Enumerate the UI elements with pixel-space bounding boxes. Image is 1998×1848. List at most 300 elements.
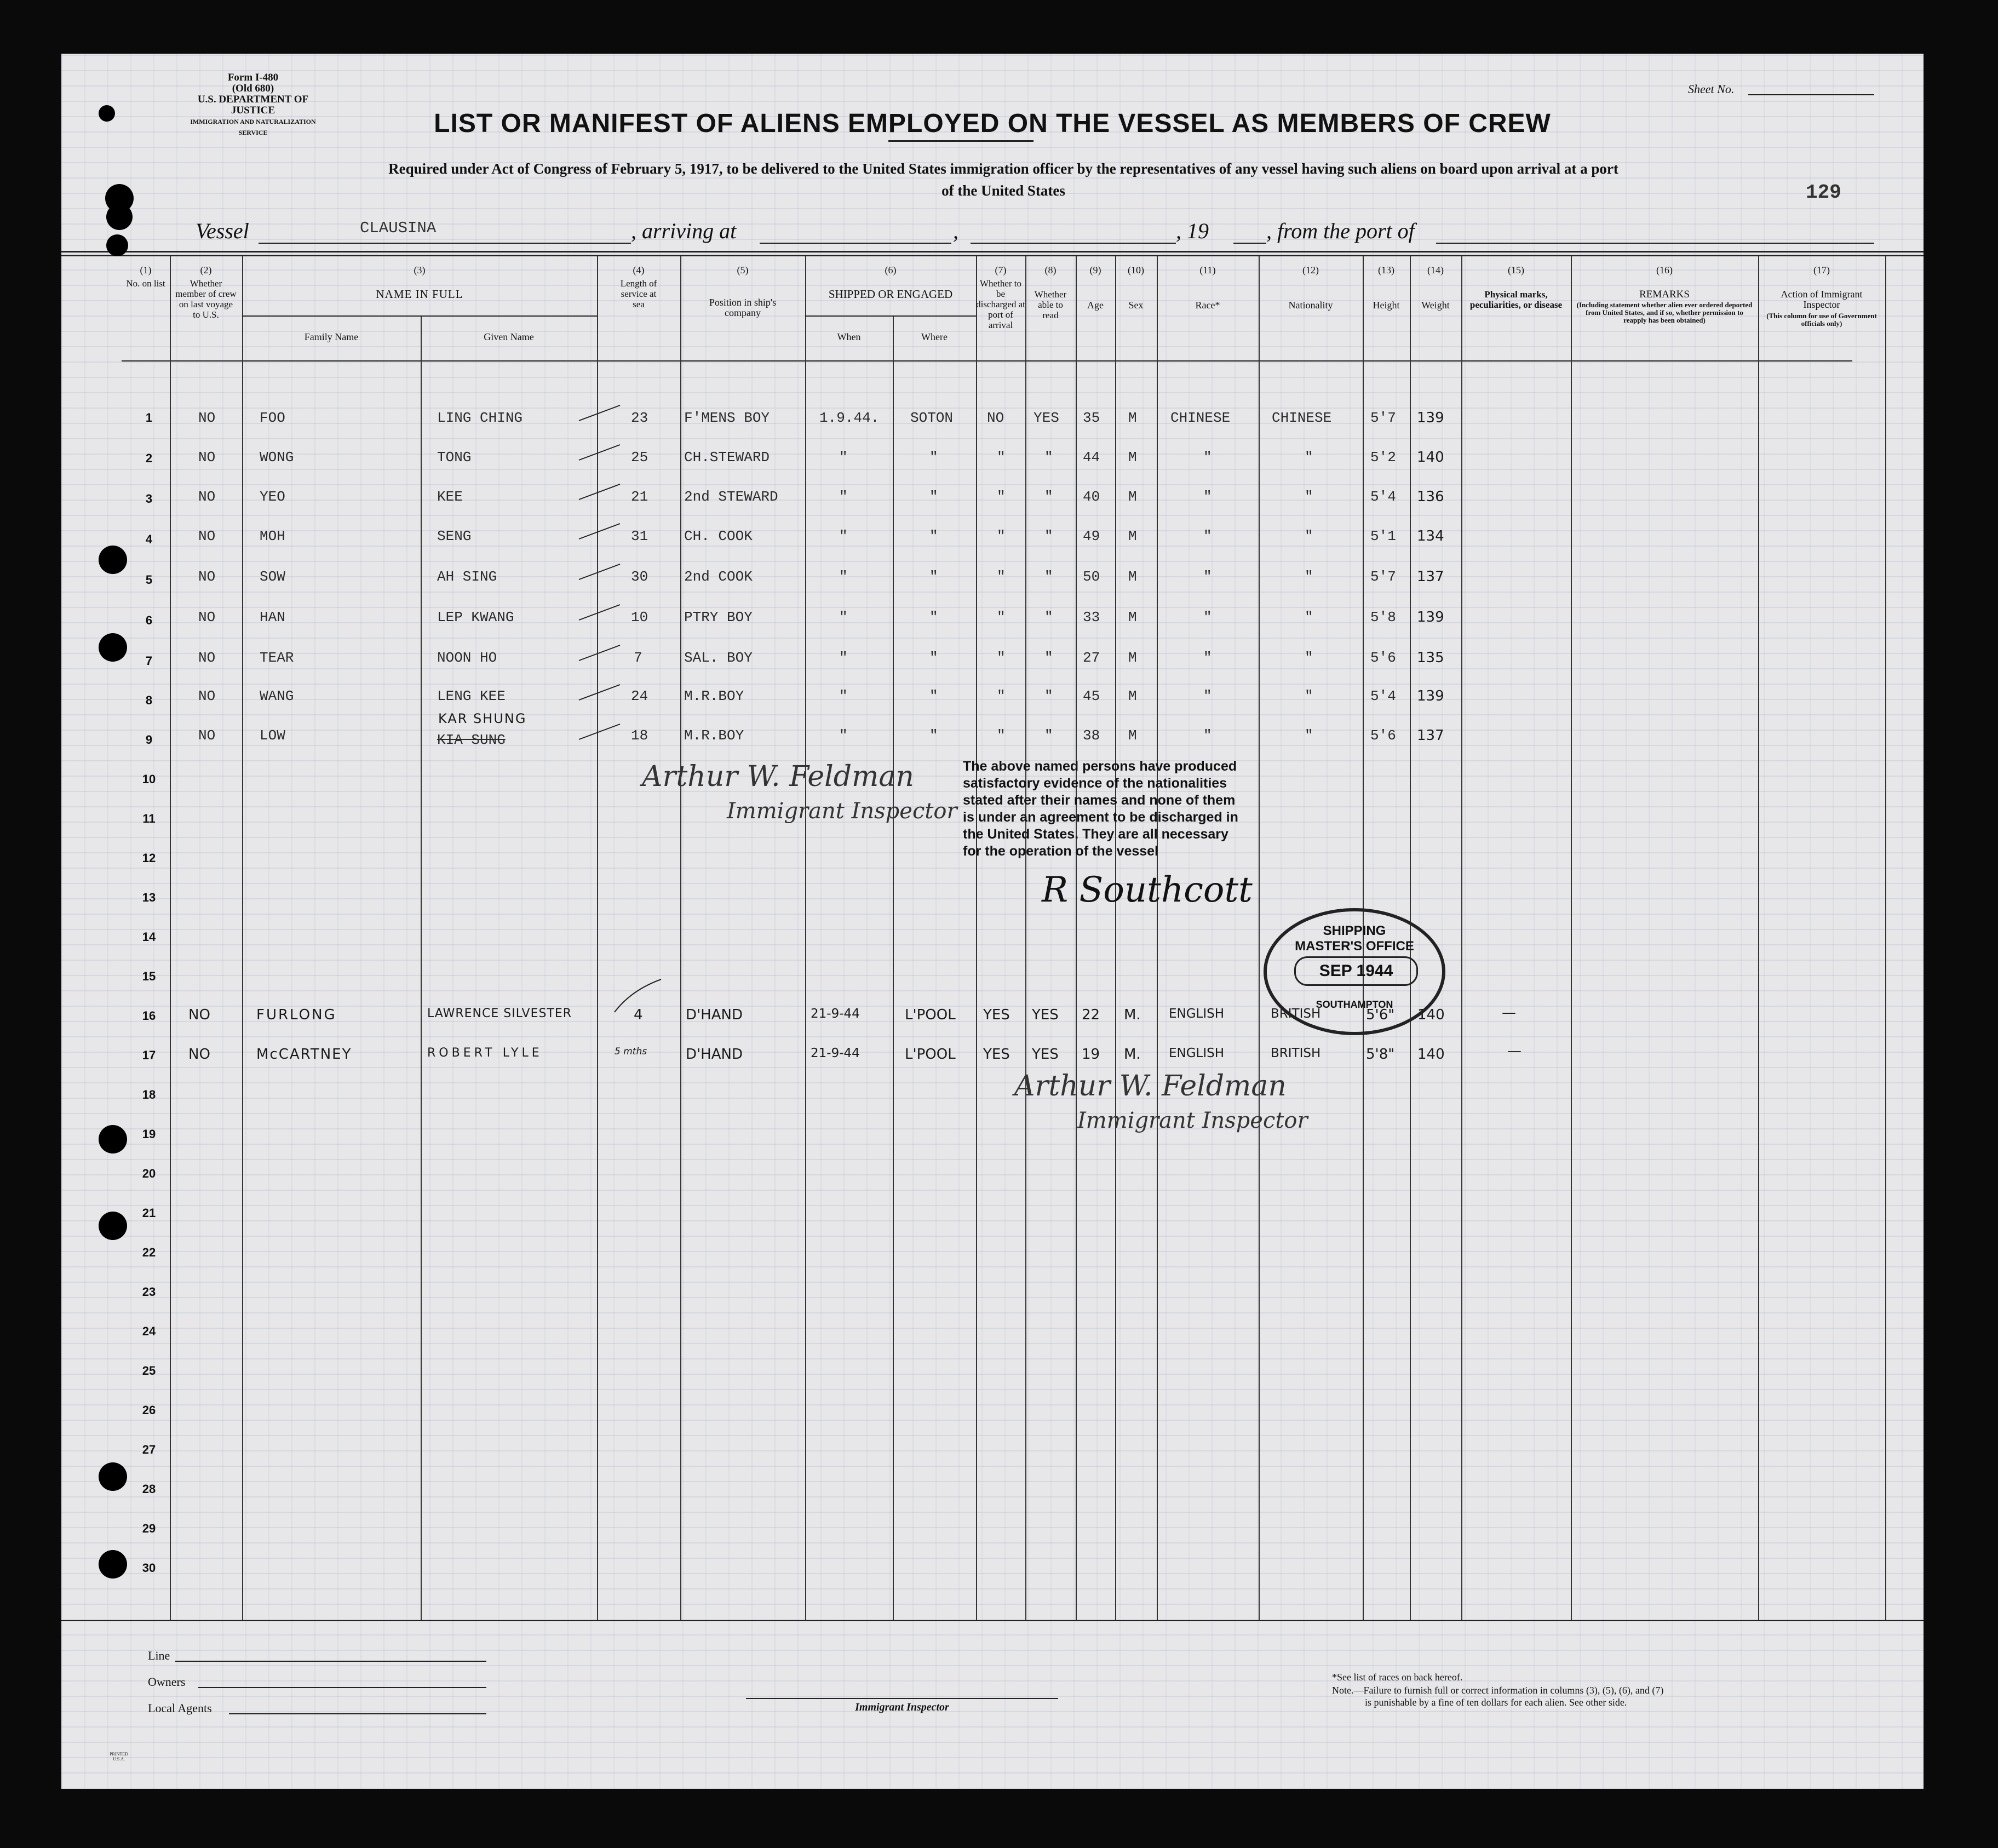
- shipped-when: ": [839, 688, 848, 704]
- shipped-where: ": [929, 449, 938, 466]
- col-rule: [893, 315, 894, 1620]
- when-header: When: [837, 331, 861, 342]
- col2-label: Whether member of crew on last voyage to U.S.: [175, 278, 237, 320]
- table-bottom-rule: [61, 1620, 1924, 1621]
- race: ": [1203, 727, 1212, 744]
- height: 5'6: [1370, 650, 1396, 666]
- crew-last-voyage: NO: [198, 688, 216, 704]
- age: 19: [1082, 1046, 1100, 1063]
- col9-label: Age: [1087, 300, 1104, 311]
- punch-hole: [99, 1462, 127, 1491]
- able-to-read: ": [1044, 688, 1053, 704]
- punch-hole: [99, 1212, 127, 1240]
- family-name: FURLONG: [256, 1007, 337, 1023]
- date-stamp-date: SEP 1944: [1294, 956, 1418, 986]
- family-name: WANG: [260, 688, 294, 704]
- punch-hole: [99, 546, 127, 574]
- nationality: CHINESE: [1272, 410, 1332, 426]
- given-name: LEP KWANG: [437, 609, 514, 625]
- row-number: 17: [142, 1048, 156, 1062]
- age: 49: [1083, 528, 1100, 544]
- family-name: SOW: [260, 569, 285, 585]
- nationality: ": [1305, 528, 1313, 544]
- row-number: 1: [145, 411, 153, 424]
- row-number: 4: [145, 532, 153, 546]
- family-name: WONG: [260, 449, 294, 466]
- requirement-line-2: of the United States: [941, 182, 1065, 199]
- col-rule: [170, 256, 171, 1620]
- inspector-signature-2: Arthur W. Feldman: [1014, 1070, 1287, 1103]
- row-number: 13: [142, 891, 156, 904]
- shipped-where: ": [929, 688, 938, 704]
- row-number: 16: [142, 1009, 156, 1023]
- service-length: 30: [631, 569, 648, 585]
- inspector-signature-line: [746, 1698, 1058, 1699]
- sex: M.: [1124, 1007, 1141, 1023]
- row-number: 18: [142, 1088, 156, 1101]
- family-name: HAN: [260, 609, 285, 625]
- inspector-title-handwritten: Immigrant Inspector: [727, 799, 957, 824]
- row-number: 5: [145, 573, 153, 587]
- certification-line: for the operation of the vessel: [963, 843, 1159, 859]
- col8-number: (8): [1044, 265, 1057, 276]
- weight: 137: [1417, 569, 1444, 585]
- height: 5'7: [1370, 410, 1396, 426]
- discharged: ": [997, 650, 1006, 666]
- given-name: AH SING: [437, 569, 497, 585]
- shipped-when: ": [839, 569, 848, 585]
- year-line: [1233, 243, 1266, 244]
- col-rule: [1115, 256, 1116, 1620]
- col-rule: [1157, 256, 1158, 1620]
- header-bottom-rule: [122, 360, 1852, 361]
- given-name: KIA SUNG: [437, 732, 506, 748]
- vessel-name: CLAUSINA: [360, 219, 437, 237]
- title-underline: [888, 140, 1034, 142]
- discharged: YES: [983, 1046, 1010, 1063]
- sex: M: [1128, 528, 1137, 544]
- service-length: 24: [631, 688, 648, 704]
- col12-number: (12): [1302, 265, 1319, 276]
- penalty-note-2: is punishable by a fine of ten dollars for each alien. See other side.: [1365, 1697, 1627, 1708]
- weight: 140: [1417, 1046, 1445, 1063]
- row-number: 22: [142, 1246, 156, 1259]
- service-length: 10: [631, 609, 648, 625]
- position: M.R.BOY: [684, 727, 744, 744]
- col6-label: SHIPPED OR ENGAGED: [828, 288, 953, 301]
- col7-label: Whether to be discharged at port of arrival: [976, 278, 1025, 330]
- department-name: U.S. DEPARTMENT OF JUSTICE: [197, 94, 309, 116]
- height: 5'6": [1366, 1007, 1395, 1023]
- form-number: Form I-480: [227, 72, 279, 83]
- height: 5'2: [1370, 449, 1396, 466]
- sex: M: [1128, 727, 1137, 744]
- service-length: 18: [631, 727, 648, 744]
- col5-number: (5): [737, 265, 749, 276]
- certification-line: satisfactory evidence of the nationalities: [963, 776, 1227, 791]
- shipped-subheader-rule: [805, 315, 976, 317]
- weight: 134: [1417, 528, 1444, 544]
- discharged: ": [997, 609, 1006, 625]
- race: ": [1203, 569, 1212, 585]
- weight: 140: [1417, 1007, 1445, 1023]
- nationality: ": [1305, 609, 1313, 625]
- discharged: ": [997, 449, 1006, 466]
- sheet-no-label: Sheet No.: [1688, 82, 1735, 96]
- given-name: KEE: [437, 489, 463, 505]
- punch-hole: [106, 204, 133, 230]
- position: D'HAND: [686, 1046, 743, 1063]
- certification-line: the United States. They are all necessary: [963, 827, 1228, 842]
- age: 38: [1083, 727, 1100, 744]
- punch-hole: [106, 234, 128, 256]
- row-number: 15: [142, 969, 156, 983]
- shipped-when: ": [839, 489, 848, 505]
- discharged: NO: [987, 410, 1004, 426]
- race: ": [1203, 688, 1212, 704]
- date-stamp-office: SHIPPING MASTER'S OFFICE: [1295, 923, 1414, 954]
- comma-separator: ,: [953, 219, 958, 243]
- col9-number: (9): [1089, 265, 1101, 276]
- date-line: [971, 243, 1176, 244]
- sheet-no-line: [1748, 94, 1874, 95]
- col14-label: Weight: [1421, 300, 1450, 311]
- able-to-read: ": [1044, 489, 1053, 505]
- discharged: ": [997, 688, 1006, 704]
- discharged: YES: [983, 1007, 1010, 1023]
- col5-label: Position in ship's company: [709, 297, 777, 318]
- col-rule: [680, 256, 681, 1620]
- from-port-label: , from the port of: [1266, 219, 1415, 243]
- nationality: ": [1305, 727, 1313, 744]
- nationality: BRITISH: [1271, 1007, 1321, 1021]
- sex: M: [1128, 449, 1137, 466]
- manifest-sheet: [61, 54, 1924, 1789]
- sex: M.: [1124, 1046, 1141, 1063]
- able-to-read: ": [1044, 609, 1053, 625]
- weight: 139: [1417, 688, 1444, 704]
- given-name: SENG: [437, 528, 472, 544]
- agents-label: Local Agents: [148, 1701, 212, 1715]
- able-to-read: ": [1044, 449, 1053, 466]
- sex: M: [1128, 609, 1137, 625]
- weight: 140: [1417, 449, 1444, 466]
- agents-field: [229, 1713, 486, 1714]
- height: 5'4: [1370, 688, 1396, 704]
- family-name: YEO: [260, 489, 285, 505]
- age: 22: [1082, 1007, 1100, 1023]
- shipped-where: ": [929, 609, 938, 625]
- position: CH.STEWARD: [684, 449, 770, 466]
- year-label: , 19: [1176, 219, 1209, 243]
- row-number: 12: [142, 851, 156, 865]
- shipped-when: ": [839, 609, 848, 625]
- weight: 139: [1417, 609, 1444, 625]
- age: 35: [1083, 410, 1100, 426]
- col16-sublabel: (Including statement whether alien ever ordered deported from United States, and if so, whether permission to reapply has been obtained): [1576, 301, 1753, 324]
- col10-number: (10): [1128, 265, 1144, 276]
- form-old-number: (Old 680): [232, 83, 274, 94]
- crew-last-voyage: NO: [188, 1046, 210, 1063]
- service-length: 21: [631, 489, 648, 505]
- row-number: 21: [142, 1206, 156, 1220]
- row-number: 23: [142, 1285, 156, 1299]
- race: CHINESE: [1170, 410, 1231, 426]
- col-rule: [805, 256, 806, 1620]
- shipped-where: ": [929, 528, 938, 544]
- able-to-read: ": [1044, 569, 1053, 585]
- crew-last-voyage: NO: [198, 727, 216, 744]
- shipped-when: 1.9.44.: [819, 410, 880, 426]
- sex: M: [1128, 410, 1137, 426]
- where-header: Where: [921, 331, 948, 342]
- weight: 136: [1417, 489, 1444, 505]
- nationality: ": [1305, 688, 1313, 704]
- col14-number: (14): [1427, 265, 1444, 276]
- col13-label: Height: [1373, 300, 1400, 311]
- col-rule: [1571, 256, 1572, 1620]
- race: ": [1203, 489, 1212, 505]
- col-rule: [421, 315, 422, 1620]
- row-number: 27: [142, 1443, 156, 1456]
- col3-label: NAME IN FULL: [376, 288, 463, 301]
- owners-label: Owners: [148, 1675, 186, 1689]
- row-number: 25: [142, 1364, 156, 1378]
- crew-last-voyage: NO: [198, 569, 216, 585]
- able-to-read: YES: [1034, 410, 1059, 426]
- arriving-line: [760, 243, 951, 244]
- age: 40: [1083, 489, 1100, 505]
- race: ENGLISH: [1169, 1046, 1225, 1060]
- col4-label: Length of service at sea: [620, 278, 657, 309]
- col-rule: [1076, 256, 1077, 1620]
- page-title: LIST OR MANIFEST OF ALIENS EMPLOYED ON THE VESSEL AS MEMBERS OF CREW: [434, 109, 1551, 138]
- given-name-header: Given Name: [484, 331, 534, 342]
- row-number: 7: [145, 654, 153, 668]
- position: D'HAND: [686, 1007, 743, 1023]
- family-name: TEAR: [260, 650, 294, 666]
- physical-marks: —: [1507, 1043, 1522, 1059]
- race: ": [1203, 449, 1212, 466]
- arriving-label: , arriving at: [631, 219, 737, 243]
- line-field: [175, 1661, 486, 1662]
- given-name: ROBERT LYLE: [427, 1046, 543, 1060]
- crew-last-voyage: NO: [198, 489, 216, 505]
- col-rule: [1885, 256, 1886, 1620]
- shipped-where: ": [929, 489, 938, 505]
- row-number: 8: [145, 693, 153, 707]
- col-rule: [1259, 256, 1260, 1620]
- service-tick-marks: [576, 399, 642, 760]
- col-rule: [242, 256, 243, 1620]
- punch-hole: [99, 1550, 127, 1579]
- row-number: 28: [142, 1482, 156, 1496]
- family-name: FOO: [260, 410, 285, 426]
- given-name: TONG: [437, 449, 472, 466]
- discharged: ": [997, 569, 1006, 585]
- shipped-when: 21-9-44: [811, 1046, 860, 1060]
- col-rule: [976, 256, 977, 1620]
- position: 2nd COOK: [684, 569, 753, 585]
- nationality: BRITISH: [1271, 1046, 1321, 1060]
- col15-label: Physical marks, peculiarities, or disease: [1469, 289, 1563, 310]
- row-number: 30: [142, 1561, 156, 1575]
- master-signature: R Southcott: [1042, 870, 1253, 910]
- requirement-text: [182, 158, 1825, 202]
- table-top-rule-2: [61, 255, 1924, 256]
- service-length: 25: [631, 449, 648, 466]
- row-number: 11: [142, 812, 156, 825]
- col4-number: (4): [633, 265, 645, 276]
- able-to-read: ": [1044, 727, 1053, 744]
- race: ": [1203, 650, 1212, 666]
- shipped-where: L'POOL: [905, 1007, 956, 1023]
- family-name: MOH: [260, 528, 285, 544]
- position: SAL. BOY: [684, 650, 753, 666]
- col17-sublabel: (This column for use of Government officials only): [1766, 312, 1877, 328]
- height: 5'7: [1370, 569, 1396, 585]
- from-port-line: [1436, 243, 1874, 244]
- col12-label: Nationality: [1288, 300, 1333, 311]
- row-number: 20: [142, 1167, 156, 1180]
- col1-label: No. on list: [126, 278, 165, 289]
- service-tick-mark-16: [609, 974, 669, 1023]
- date-stamp: [1264, 908, 1445, 1035]
- height: 5'8: [1370, 609, 1396, 625]
- col16-label: REMARKS: [1639, 289, 1690, 300]
- nationality: ": [1305, 569, 1313, 585]
- family-name: LOW: [260, 727, 285, 744]
- given-name: LENG KEE: [437, 688, 506, 704]
- shipped-when: 21-9-44: [811, 1007, 860, 1021]
- table-top-rule: [61, 251, 1924, 252]
- race: ": [1203, 528, 1212, 544]
- nationality: ": [1305, 650, 1313, 666]
- col-rule: [1758, 256, 1759, 1620]
- given-name-correction: KAR SHUNG: [438, 711, 527, 726]
- given-name: LAWRENCE SILVESTER: [427, 1007, 572, 1020]
- col8-label: Whether able to read: [1034, 289, 1067, 320]
- nationality: ": [1305, 489, 1313, 505]
- row-number: 3: [145, 492, 153, 506]
- row-number: 2: [145, 451, 153, 465]
- shipped-where: L'POOL: [905, 1046, 956, 1063]
- crew-last-voyage: NO: [198, 650, 216, 666]
- col10-label: Sex: [1128, 300, 1144, 311]
- given-name: LING CHING: [437, 410, 523, 426]
- col-rule: [1025, 256, 1026, 1620]
- age: 27: [1083, 650, 1100, 666]
- inspector-signature: Arthur W. Feldman: [642, 760, 914, 793]
- certification-stamp: [963, 758, 1390, 860]
- service-length: 7: [634, 650, 642, 666]
- physical-marks: —: [1502, 1005, 1516, 1021]
- age: 45: [1083, 688, 1100, 704]
- sex: M: [1128, 489, 1137, 505]
- race: ": [1203, 609, 1212, 625]
- able-to-read: ": [1044, 528, 1053, 544]
- requirement-line-1: Required under Act of Congress of February 5, 1917, to be delivered to the United States immigration officer by the representatives of any vessel having such aliens on board upon arrival at a port: [388, 160, 1618, 177]
- penalty-note-1: Note.—Failure to furnish full or correct information in columns (3), (5), (6), and (7): [1332, 1685, 1664, 1696]
- height: 5'6: [1370, 727, 1396, 744]
- age: 50: [1083, 569, 1100, 585]
- row-number: 10: [142, 772, 156, 786]
- immigrant-inspector-label: Immigrant Inspector: [855, 1701, 949, 1713]
- sex: M: [1128, 688, 1137, 704]
- shipped-where: ": [929, 727, 938, 744]
- col15-number: (15): [1508, 265, 1524, 276]
- col17-label: Action of Immigrant Inspector: [1781, 289, 1863, 310]
- given-name: NOON HO: [437, 650, 497, 666]
- nationality: ": [1305, 449, 1313, 466]
- row-number: 24: [142, 1324, 156, 1338]
- vessel-label: Vessel: [196, 219, 249, 243]
- shipped-when: ": [839, 727, 848, 744]
- printer-mark: PRINTED U.S.A.: [110, 1752, 128, 1761]
- col6-number: (6): [885, 265, 897, 276]
- age: 33: [1083, 609, 1100, 625]
- row-number: 29: [142, 1522, 156, 1535]
- sex: M: [1128, 650, 1137, 666]
- weight: 137: [1417, 727, 1444, 744]
- races-note: *See list of races on back hereof.: [1332, 1672, 1463, 1683]
- position: 2nd STEWARD: [684, 489, 778, 505]
- page-number: 129: [1806, 181, 1841, 204]
- vessel-line: [259, 243, 631, 244]
- row-number: 19: [142, 1127, 156, 1141]
- row-number: 14: [142, 930, 156, 944]
- crew-last-voyage: NO: [198, 609, 216, 625]
- weight: 139: [1417, 410, 1444, 426]
- family-name-header: Family Name: [304, 331, 359, 342]
- shipped-where: ": [929, 650, 938, 666]
- crew-last-voyage: NO: [198, 449, 216, 466]
- height: 5'4: [1370, 489, 1396, 505]
- row-number: 26: [142, 1403, 156, 1417]
- position: PTRY BOY: [684, 609, 753, 625]
- discharged: ": [997, 489, 1006, 505]
- height: 5'8": [1366, 1046, 1395, 1063]
- service-name: IMMIGRATION AND NATURALIZATION SERVICE: [190, 118, 316, 136]
- crew-last-voyage: NO: [188, 1007, 210, 1023]
- weight: 135: [1417, 650, 1444, 666]
- col17-number: (17): [1813, 265, 1830, 276]
- position: F'MENS BOY: [684, 410, 770, 426]
- col3-number: (3): [414, 265, 426, 276]
- discharged: ": [997, 727, 1006, 744]
- punch-hole: [99, 105, 115, 122]
- col2-number: (2): [200, 265, 212, 276]
- shipped-where: ": [929, 569, 938, 585]
- race: ENGLISH: [1169, 1007, 1225, 1021]
- punch-hole: [99, 633, 127, 662]
- punch-hole: [99, 1125, 127, 1153]
- position: M.R.BOY: [684, 688, 744, 704]
- service-length: 5 mths: [615, 1046, 647, 1057]
- col7-number: (7): [995, 265, 1007, 276]
- col16-number: (16): [1656, 265, 1673, 276]
- row-number: 9: [145, 733, 153, 747]
- line-label: Line: [148, 1649, 170, 1662]
- col13-number: (13): [1378, 265, 1394, 276]
- shipped-when: ": [839, 650, 848, 666]
- certification-line: The above named persons have produced: [963, 759, 1237, 774]
- shipped-where: SOTON: [910, 410, 954, 426]
- col11-number: (11): [1199, 265, 1216, 276]
- service-length: 4: [634, 1007, 643, 1023]
- certification-line: stated after their names and none of them: [963, 793, 1236, 808]
- shipped-when: ": [839, 449, 848, 466]
